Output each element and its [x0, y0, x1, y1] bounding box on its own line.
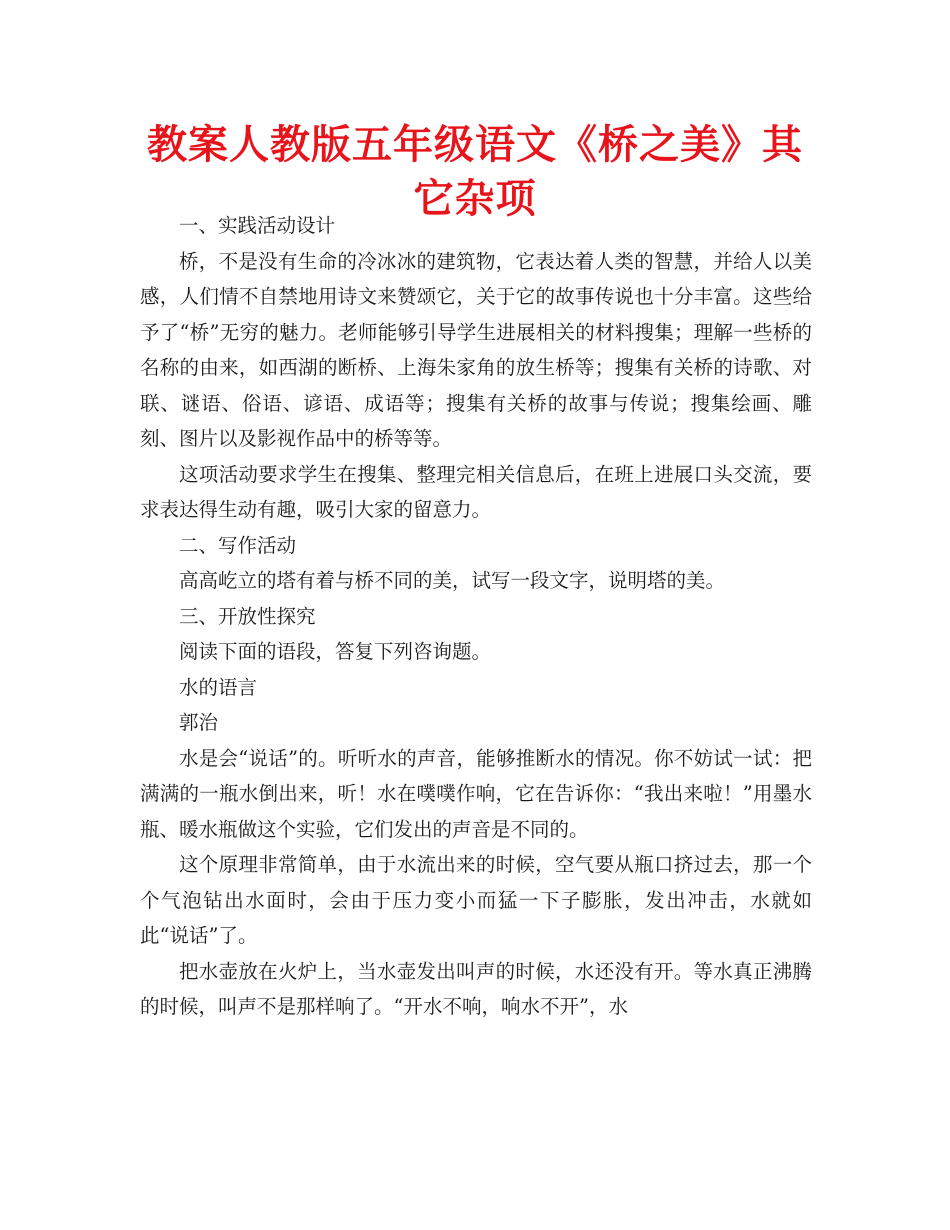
paragraph: 把水壶放在火炉上，当水壶发出叫声的时候，水还没有开。等水真正沸腾的时候，叫声不是那样响了。“开水不响，响水不开”，水: [140, 959, 812, 1018]
section-heading-writing: 二、写作活动: [179, 533, 297, 557]
paragraph: 这项活动要求学生在搜集、整理完相关信息后，在班上进展口头交流，要求表达得生动有趣，吸引大家的留意力。: [140, 462, 812, 521]
paragraph: 高高屹立的塔有着与桥不同的美，试写一段文字，说明塔的美。: [179, 569, 726, 592]
article-author: 郭治: [179, 711, 219, 734]
paragraph: 桥，不是没有生命的冷冰冰的建筑物，它表达着人类的智慧，并给人以美感，人们情不自禁地用诗文来赞颂它，关于它的故事传说也十分丰富。这些给予了“桥”无穷的魅力。老师能够引导学生进展相关的材料搜集；理解一些桥的名称的由来，如西湖的断桥、上海朱家角的放生桥等；搜集有关桥的诗歌、对联、谜语、俗语、谚语、成语等；搜集有关桥的故事与传说；搜集绘画、雕刻、图片以及影视作品中的桥等等。: [140, 249, 812, 450]
section-heading-inquiry: 三、开放性探究: [179, 604, 316, 628]
section-heading-practice: 一、实践活动设计: [179, 214, 336, 237]
document-title: 教案人教版五年级语文《桥之美》其它杂项: [147, 122, 803, 222]
paragraph: 水是会“说话”的。听听水的声音，能够推断水的情况。你不妨试一试：把满满的一瓶水倒出来，听！水在噗噗作响，它在告诉你：“我出来啦！”用墨水瓶、暖水瓶做这个实验，它们发出的声音是不同的。: [140, 746, 812, 841]
document-body: [140, 208, 812, 1025]
article-title: 水的语言: [179, 675, 258, 699]
paragraph: 阅读下面的语段，答复下列咨询题。: [179, 640, 492, 663]
paragraph: 这个原理非常简单，由于水流出来的时候，空气要从瓶口挤过去，那一个个气泡钻出水面时，会由于压力变小而猛一下子膨胀，发出冲击，水就如此“说话”了。: [140, 853, 812, 947]
